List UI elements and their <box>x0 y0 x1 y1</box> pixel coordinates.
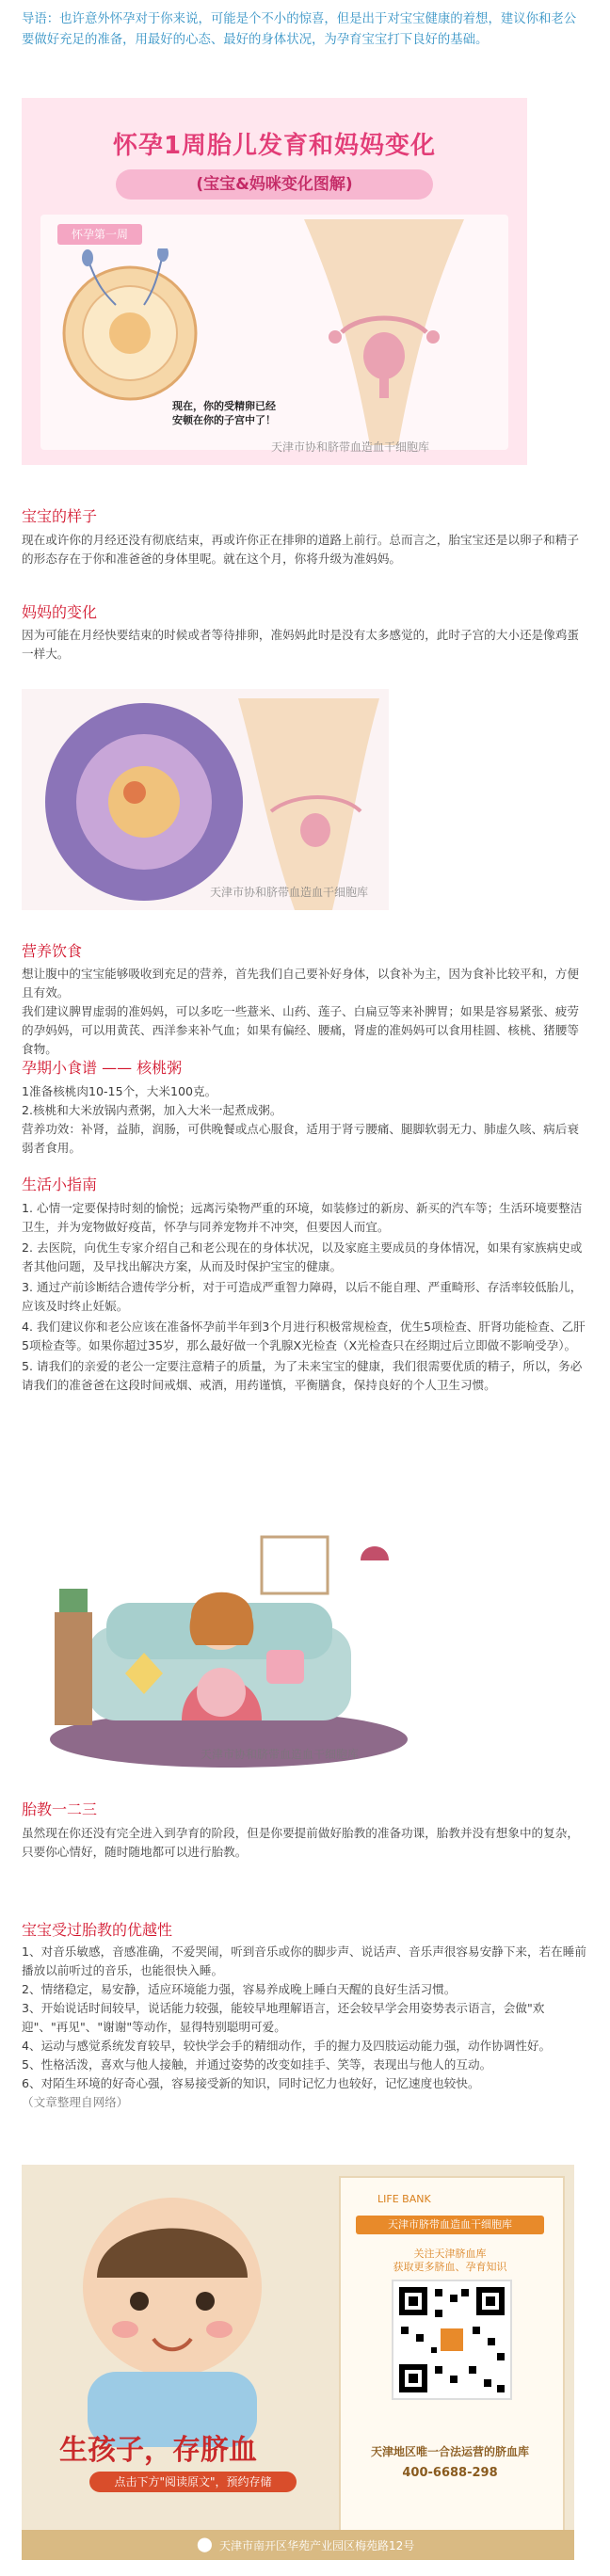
heading-benefits: 宝宝受过胎教的优越性 <box>22 1921 173 1939</box>
banner-subtitle: (宝宝&妈咪变化图解) <box>116 169 433 200</box>
promo-address: 天津市南开区华苑产业园区梅苑路12号 <box>219 2539 415 2552</box>
benefits-item: 5、性格活泼，喜欢与他人接触，并通过姿势的改变如挂手、笑等，表现出与他人的互动。 <box>22 2057 492 2072</box>
body-nutrition: 想让腹中的宝宝能够吸收到充足的营养，首先我们自己要补好身体，以食补为主，因为食补比较平和，方便且有效。 我们建议脾胃虚弱的准妈妈，可以多吃一些薏米、山药、莲子、白扁豆等来补脾胃；如果是容易紧张、疲劳的孕妈妈，可以用黄芪、西洋参来补气血；如果有偏经、腰痛，肾虚的准妈妈可以食用桂圆、核桃、猪腰等食物。 <box>22 967 579 1056</box>
benefits-item: 1、对音乐敏感，音感准确，不爱哭闹，听到音乐或你的脚步声、说话声、音乐声很容易安静下来，若在睡前播放以前听过的音乐，也能很快入睡。 <box>22 1944 586 1977</box>
tips-item: 1. 心情一定要保持时刻的愉悦；远离污染物严重的环境，如装修过的新房、新买的汽车等；生活环境要整洁卫生，并为宠物做好疫苗，怀孕与同养宠物并不冲突，但要因人而宜。 <box>22 1201 583 1234</box>
banner-note: 现在，你的受精卵已经安顿在你的子宫中了！ <box>172 400 276 426</box>
cell-illustration <box>50 248 210 418</box>
tips-item: 5. 请我们的亲爱的老公一定要注意精子的质量，为了未来宝宝的健康，我们很需要优质的精子，所以，务必请我们的准爸爸在这段时间戒烟、戒酒，用药谨慎，平衡膳食，保持良好的个人卫生习惯。 <box>22 1359 583 1392</box>
heading-tips: 生活小指南 <box>22 1176 98 1193</box>
tips-list <box>22 1199 586 1397</box>
body-prenatal: 虽然现在你还没有完全进入到孕育的阶段，但是你要提前做好胎教的准备功课，胎教并没有想象中的复杂，只要你心情好，随时随地都可以进行胎教。 <box>22 1826 579 1859</box>
banner-watermark: 天津市协和脐带血造血干细胞库 <box>271 440 430 454</box>
benefits-item: 4、运动与感觉系统发育较早，较快学会手的精细动作，手的握力及四肢运动能力强，动作协调性好。 <box>22 2039 552 2053</box>
qr-code-pattern <box>393 2281 510 2398</box>
read-original-hint: 点击下方"阅读原文"，预约存储 <box>89 2472 297 2492</box>
source-note: （文章整理自网络） <box>22 2095 129 2109</box>
intro-paragraph: 导语：也许意外怀孕对于你来说，可能是个不小的惊喜，但是出于对宝宝健康的着想，建议你和老公要做好充足的准备，用最好的心态、最好的身体状况，为孕育宝宝打下良好的基础。 <box>22 12 577 47</box>
bank-logo: LIFE BANK <box>377 2193 431 2205</box>
heading-nutrition: 营养饮食 <box>22 942 83 960</box>
heading-prenatal: 胎教一二三 <box>22 1800 98 1818</box>
tips-item: 3. 通过产前诊断结合遗传学分析，对于可造成严重智力障碍，以后不能自理、严重畸形、存活率较低胎儿，应该及时终止妊娠。 <box>22 1280 583 1313</box>
promo-slogan-big: 生孩子，存脐血 <box>59 2434 257 2467</box>
living-room-illustration <box>22 1532 417 1768</box>
body-mom: 因为可能在月经快要结束的时候或者等待排卵，准妈妈此时是没有太多感觉的，此时子宫的大小还是像鸡蛋一样大。 <box>22 628 579 661</box>
mom-watermark: 天津市协和脐带血造血干细胞库 <box>210 886 369 899</box>
promo-slogan-small: 天津地区唯一合法运营的脐血库 <box>370 2445 529 2458</box>
benefits-item: 6、对陌生环境的好奇心强，容易接受新的知识，同时记忆力也较好，记忆速度也较快。 <box>22 2076 480 2090</box>
tips-watermark: 天津市协和脐带血造血干细胞库 <box>201 1748 360 1761</box>
tips-item: 2. 去医院，向优生专家介绍自己和老公现在的身体状况，以及家庭主要成员的身体情况，如果有家族病史或者其他问题，及早找出解决方案，从而及时保护宝宝的健康。 <box>22 1240 583 1273</box>
promo-banner[interactable] <box>22 2165 574 2560</box>
promo-phone: 400-6688-298 <box>402 2466 498 2480</box>
benefits-list <box>22 1943 586 2112</box>
body-recipe: 1准备核桃肉10-15个，大米100克。 2.核桃和大米放锅内煮粥，加入大米一起煮成粥。 营养功效：补肾，益肺，润肠，可供晚餐或点心服食，适用于肾亏腰痛、腿脚软弱无力、肺虚久咳、病后衰弱者食用。 <box>22 1084 579 1155</box>
uterus-illustration <box>276 219 492 445</box>
benefits-item: 3、开始说话时间较早，说话能力较强，能较早地理解语言，还会较早学会用姿势表示语言，会做"欢迎"、"再见"、"谢谢"等动作，显得特别聪明可爱。 <box>22 2001 545 2034</box>
qr-code[interactable] <box>392 2280 512 2400</box>
benefits-item: 2、情绪稳定，易安静，适应环境能力强，容易养成晚上睡白天醒的良好生活习惯。 <box>22 1982 457 1996</box>
week1-banner-image <box>22 98 527 465</box>
week-tag: 怀孕第一周 <box>57 224 142 245</box>
follow-line-2: 获取更多脐血、孕育知识 <box>393 2261 507 2273</box>
pregnant-woman-illustration <box>22 1532 417 1768</box>
heading-recipe: 孕期小食谱 —— 核桃粥 <box>22 1059 183 1077</box>
follow-line-1: 关注天津脐血库 <box>413 2248 487 2260</box>
location-pin-icon: ⬤ <box>197 2536 213 2552</box>
mom-illustration <box>22 689 389 910</box>
banner-title: 怀孕1周胎儿发育和妈妈变化 <box>112 132 437 160</box>
tips-item: 4. 我们建议你和老公应该在准备怀孕前半年到3个月进行积极常规检查，优生5项检查、肝肾功能检查、乙肝5项检查等。如果你超过35岁，那么最好做一个乳腺X光检查（X光检查只在经期过后立即做不影响受孕）。 <box>22 1320 586 1352</box>
baby-illustration <box>40 2174 342 2456</box>
body-baby: 现在或许你的月经还没有彻底结束，再或许你正在排卵的道路上前行。总而言之，胎宝宝还是以卵子和精子的形态存在于你和准爸爸的身体里呢。就在这个月，你将升级为准妈妈。 <box>22 533 579 566</box>
heading-mom: 妈妈的变化 <box>22 603 98 621</box>
heading-baby: 宝宝的样子 <box>22 507 98 525</box>
bank-name: 天津市脐带血造血干细胞库 <box>356 2216 544 2234</box>
ovum-illustration <box>22 689 389 910</box>
